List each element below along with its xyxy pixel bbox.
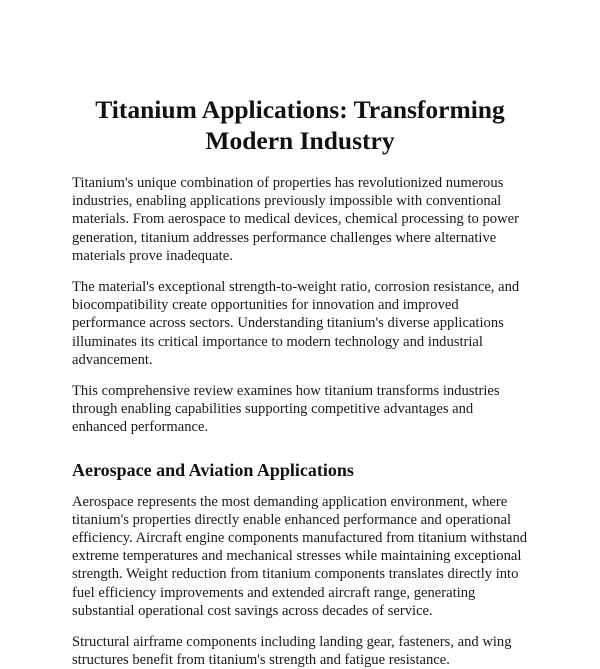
document-title: Titanium Applications: Transforming Modern Industry <box>95 95 505 155</box>
intro-paragraph: The material's exceptional strength-to-weight ratio, corrosion resistance, and biocompatibility create opportunities for innovation and improved performance across sectors. Understanding titanium's diverse applications illuminates its critical importance to modern technology and industrial advancement. <box>72 279 520 368</box>
section-paragraph: Aerospace represents the most demanding application environment, where titanium's properties directly enable enhanced performance and operational efficiency. Aircraft engine components manufactured from titanium withstand extreme temperatures and mechanical stresses while maintaining exceptional strength. Weight reduction from titanium components translates directly into fuel efficiency improvements and extended aircraft range, generating substantial operational cost savings across decades of service. <box>72 493 528 619</box>
intro-paragraph: This comprehensive review examines how titanium transforms industries through enabling capabilities supporting competitive advantages and enhanced performance. <box>72 383 500 436</box>
intro-paragraph: Titanium's unique combination of properties has revolutionized numerous industries, enabling applications previously impossible with conventional materials. From aerospace to medical devices, chemical processing to power generation, titanium addresses performance challenges where alternative materials prove inadequate. <box>72 175 519 264</box>
section-heading-aerospace: Aerospace and Aviation Applications <box>72 459 354 480</box>
section-paragraph: Structural airframe components including landing gear, fasteners, and wing structures benefit from titanium's strength and fatigue resistance. <box>72 634 512 669</box>
